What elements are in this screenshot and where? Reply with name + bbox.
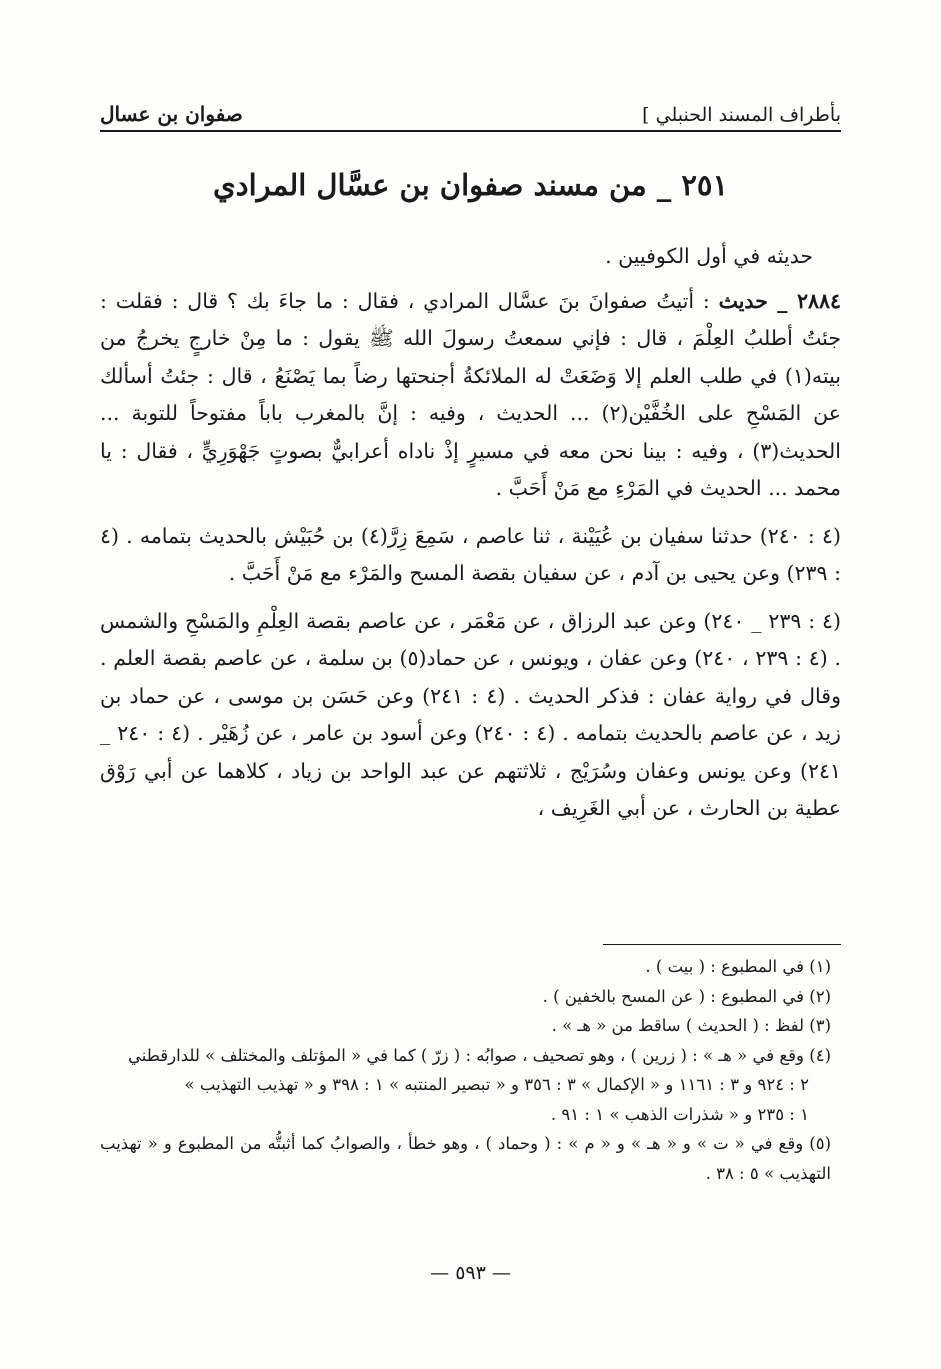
intro-line: حديثه في أول الكوفيين . <box>605 244 813 268</box>
running-header <box>100 96 841 132</box>
footnote-2: (٢) في المطبوع : ( عن المسح بالخفين ) . <box>542 986 831 1006</box>
hadith-text: : أتيتُ صفوانَ بنَ عسَّال المرادي ، فقال : ما جاءَ بك ؟ قال : فقلت : جئتُ أطلبُ العِلْمَ ، قال : فإني سمعتُ رسولَ الله ﷺ يقول : ما مِنْ خارجٍ يخرجُ من بيته(١) في طلب العلم إلا وَضَعَتْ له الملائكةُ أجنحتها رضاً بما يَصْنَعُ ، قال : جئتُ أسألك عن المَسْحِ على الخُفَّيْن(٢) ... الحديث ، وفيه : إنَّ بالمغرب باباً مفتوحاً للتوبة ... الحديث(٣) ، وفيه : بينا نحن معه في مسيرٍ إذْ ناداه أعرابيٌّ بصوتٍ جَهْوَرِيٍّ ، فقال : يا محمد ... الحديث في المَرْءِ مع مَنْ أَحَبَّ . <box>100 288 842 500</box>
page-number: — ٥٩٣ — <box>430 1262 511 1284</box>
footnote-4: (٤) وقع في « هـ » : ( زرين ) ، وهو تصحيف ، صوابُه : ( زرّ ) كما في « المؤتلف والمختلف » للدارقطني <box>128 1045 831 1065</box>
footnote-1: (١) في المطبوع : ( بيت ) . <box>645 957 831 976</box>
hadith-number: ٢٨٨٤ _ حديث <box>718 288 841 313</box>
main-text <box>100 238 841 828</box>
isnad-paragraph-1: (٤ : ٢٤٠) حدثنا سفيان بن عُيَيْنة ، ثنا عاصم ، سَمِعَ زِرَّ(٤) بن حُبَيْش بالحديث بتمامه . (٤ : ٢٣٩) وعن يحيى بن آدم ، عن سفيان بقصة المسح والمَرْء مع مَنْ أَحَبَّ . <box>100 523 841 585</box>
hadith-paragraph <box>100 283 841 508</box>
chapter-title: ٢٥١ _ من مسند صفوان بن عسَّال المرادي <box>212 168 729 202</box>
footnote-3: (٣) لفظ : ( الحديث ) ساقط من « هـ » . <box>551 1016 831 1035</box>
book-title: بأطراف المسند الحنبلي ] <box>642 104 841 126</box>
footnote-4-continued-2: ١ : ٢٣٥ و « شذرات الذهب » ١ : ٩١ . <box>550 1104 809 1124</box>
footnote-5: (٥) وقع في « ت » و « هـ » و « م » : ( وحماد ) ، وهو خطأ ، والصوابُ كما أثبتُّه من المطبوع و « تهذيب التهذيب » ٥ : ٣٨ . <box>100 1134 831 1183</box>
footnote-separator <box>603 944 841 945</box>
isnad-paragraph-2: (٤ : ٢٣٩ _ ٢٤٠) وعن عبد الرزاق ، عن مَعْمَر ، عن عاصم بقصة العِلْمِ والمَسْحِ والشمس . (٤ : ٢٣٩ ، ٢٤٠) وعن عفان ، ويونس ، عن حماد(٥) بن سلمة ، عن عاصم بقصة العلم . وقال في رواية عفان : فذكر الحديث . (٤ : ٢٤١) وعن حَسَن بن موسى ، عن حماد بن زيد ، عن عاصم بالحديث بتمامه . (٤ : ٢٤٠) وعن أسود بن عامر ، عن زُهَيْر . (٤ : ٢٤٠ _ ٢٤١) وعن يونس وعفان وسُرَيْج ، ثلاثتهم عن عبد الواحد بن زياد ، كلاهما عن أبي رَوْق عطية بن الحارث ، عن أبي الغَرِيف ، <box>100 608 841 820</box>
footnote-4-continued-1: ٢ : ٩٢٤ و ٣ : ١١٦١ و « الإكمال » ٣ : ٣٥٦ و « تبصير المنتبه » ١ : ٣٩٨ و « تهذيب التهذيب » <box>184 1075 809 1094</box>
footnotes <box>100 952 841 1188</box>
section-title: صفوان بن عسال <box>100 102 243 126</box>
